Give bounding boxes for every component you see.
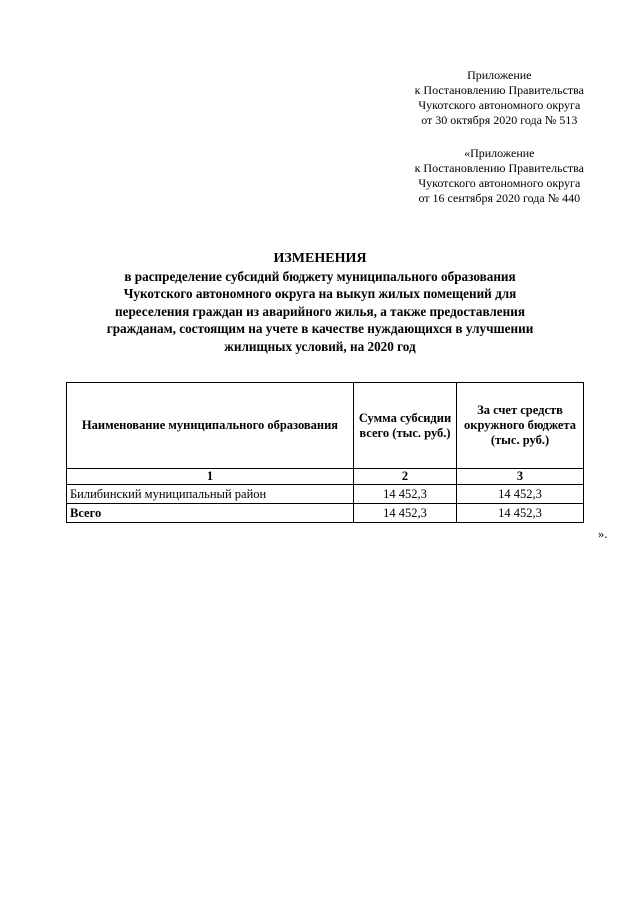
table-row (67, 485, 584, 504)
total-value: 14 452,3 (354, 485, 457, 504)
district-value: 14 452,3 (457, 485, 584, 504)
appendix-line: от 30 октября 2020 года № 513 (421, 113, 578, 127)
column-number-row (67, 469, 584, 485)
title-heading: ИЗМЕНЕНИЯ (273, 251, 367, 266)
appendix-line: к Постановлению Правительства (414, 161, 584, 175)
title-line: в распределение субсидий бюджету муниципального образования (124, 268, 516, 284)
appendix-line: Приложение (467, 68, 532, 82)
appendix-line: к Постановлению Правительства (414, 83, 584, 97)
document-title (60, 250, 580, 355)
total-value: 14 452,3 (354, 504, 457, 523)
appendix-line: Чукотского автономного округа (418, 98, 581, 112)
column-number: 1 (67, 469, 354, 485)
title-line: гражданам, состоящим на учете в качестве нуждающихся в улучшении (106, 321, 534, 336)
municipality-name: Билибинский муниципальный район (67, 485, 354, 504)
title-line: жилищных условий, на 2020 год (224, 338, 416, 354)
appendix-line: «Приложение (464, 146, 535, 160)
header-municipality: Наименование муниципального образования (67, 383, 354, 469)
district-value: 14 452,3 (457, 504, 584, 523)
appendix-current-block (415, 68, 584, 128)
table-row-total (67, 504, 584, 523)
title-line: переселения граждан из аварийного жилья, а также предоставления (115, 303, 525, 319)
closing-quote: ». (598, 527, 608, 541)
header-total-subsidy: Сумма субсидии всего (тыс. руб.) (354, 383, 457, 469)
column-number: 3 (457, 469, 584, 485)
header-district-budget: За счет средств окружного бюджета (тыс. руб.) (457, 383, 584, 469)
total-label: Всего (67, 504, 354, 523)
column-number: 2 (354, 469, 457, 485)
appendix-previous-block (415, 146, 584, 206)
appendix-line: от 16 сентября 2020 года № 440 (418, 191, 581, 205)
appendix-line: Чукотского автономного округа (418, 176, 581, 190)
subsidy-table (66, 382, 584, 523)
table-header-row (67, 383, 584, 469)
title-line: Чукотского автономного округа на выкуп жилых помещений для (123, 286, 517, 301)
